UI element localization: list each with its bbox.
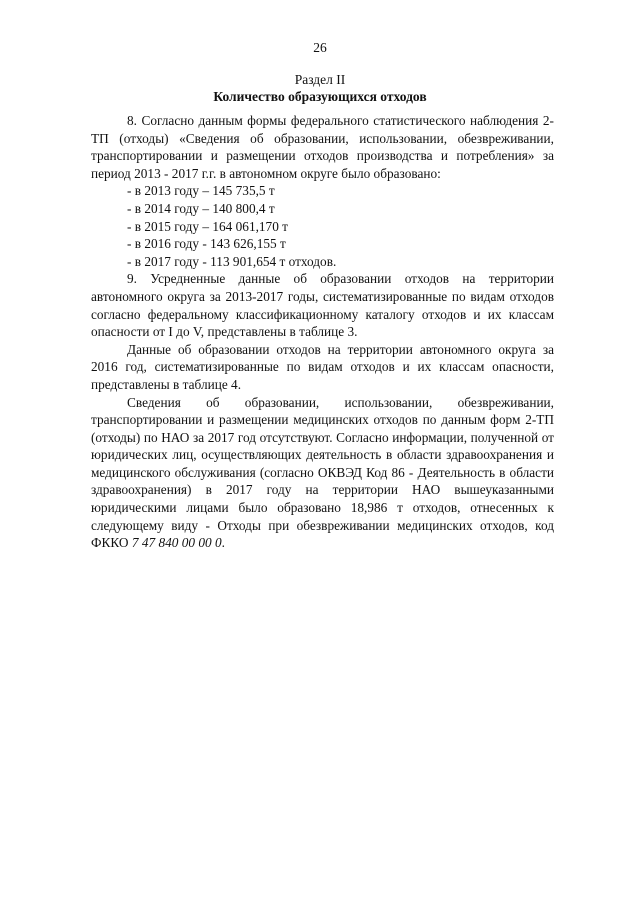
list-item: - в 2017 году - 113 901,654 т отходов.: [127, 253, 337, 269]
section-label: Раздел II: [294, 72, 346, 87]
section-title: Количество образующихся отходов: [213, 89, 427, 104]
list-item: - в 2015 году – 164 061,170 т: [127, 218, 288, 234]
waste-by-year-list: [91, 182, 554, 270]
list-item: - в 2014 году – 140 800,4 т: [127, 200, 275, 216]
paragraph-2016-data: Данные об образовании отходов на территории автономного округа за 2016 год, систематизированные по видам отходов и их классам опасности, представлены в таблице 4.: [91, 341, 554, 392]
fkko-code: 7 47 840 00 00 0: [131, 535, 222, 551]
paragraph-medical-waste: [91, 394, 554, 552]
paragraph-9: 9. Усредненные данные об образовании отходов на территории автономного округа за 2013-2017 годы, систематизированные по видам отходов согласно федеральному классификационному каталогу отходов и их классам опасности от I до V, представлены в таблице 3.: [91, 271, 554, 340]
paragraph-end: .: [221, 535, 225, 551]
medical-waste-text: Сведения об образовании, использовании, обезвреживании, транспортировании и размещении медицинских отходов по данным форм 2-ТП (отходы) по НАО за 2017 год отсутствуют. Согласно информации, полученной от юридических лиц, осуществляющих деятельность в области здравоохранения и медицинского обслуживания (согласно ОКВЭД Код 86 - Деятельность в области здравоохранения) в 2017 году на территории НАО вышеуказанными юридическими лицами было образовано 18,986 т отходов, отнесенных к следующему виду - Отходы при обезвреживании медицинских отходов, код ФККО: [91, 394, 554, 551]
list-item: - в 2016 году - 143 626,155 т: [127, 236, 286, 252]
document-body: [91, 112, 554, 552]
page-number: 26: [313, 40, 327, 55]
list-item: - в 2013 году – 145 735,5 т: [127, 183, 275, 199]
paragraph-8: 8. Согласно данным формы федерального статистического наблюдения 2-ТП (отходы) «Сведения об образовании, использовании, обезвреживании, транспортировании и размещении отходов производства и потребления» за период 2013 - 2017 г.г. в автономном округе было образовано:: [91, 113, 554, 181]
